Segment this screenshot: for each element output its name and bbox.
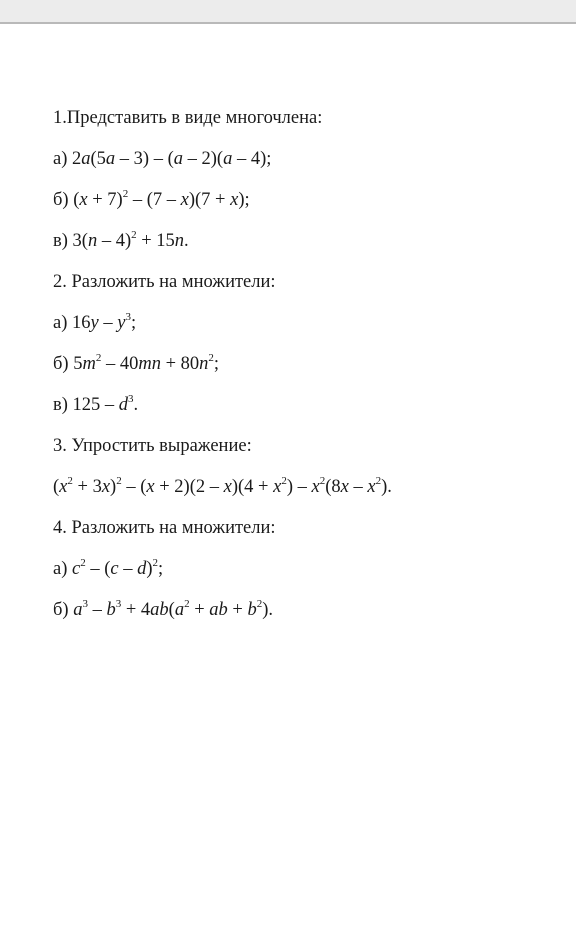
task2-heading: 2. Разложить на множители: — [53, 272, 276, 292]
task4-item-b: б) $a^3 - b^3 + 4ab(a^2$ + ab + $b^2$). — [53, 597, 273, 620]
task1-item-c: в) 3(n – 4)$^2$ + 15n. — [53, 228, 189, 251]
task1-item-b: б) $(x + 7)^2 - (7 - x)(7 + x)$; — [53, 187, 250, 210]
viewer-top-bar — [0, 0, 576, 24]
document-page — [0, 24, 576, 948]
task3-heading: 3. Упростить выражение: — [53, 436, 252, 456]
document-content — [53, 108, 553, 641]
task4-item-a: а) $c^2 - (c - d)^2$; — [53, 556, 164, 579]
task1-item-a: а) 2a(5a – 3) – (a – 2)(a – 4); — [53, 149, 272, 169]
task2-item-b: б) $5m^2 - 40mn + 80n^2$; — [53, 351, 220, 374]
task2-item-c: в) $125 - d^3$. — [53, 392, 139, 415]
task2-item-a: а) $16y - y^3$; — [53, 310, 137, 333]
task3-expression: $(x^2 + 3x)^2 - (x + 2)(2 - x)(4 + x^2) - x^2(8x - x^2)$. — [53, 474, 392, 497]
task4-heading: 4. Разложить на множители: — [53, 518, 276, 538]
task1-heading: 1.Представить в виде многочлена: — [53, 108, 323, 128]
